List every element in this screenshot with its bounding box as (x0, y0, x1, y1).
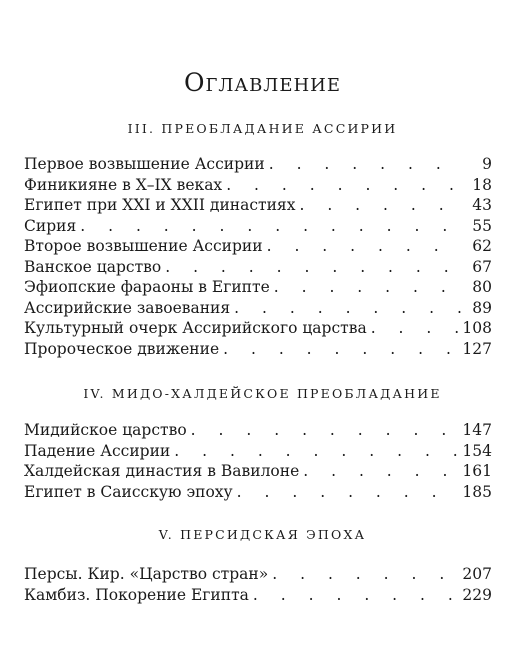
dot-leader (165, 258, 462, 276)
toc-entry[interactable] (24, 196, 492, 217)
toc-entry-title: Финикияне в X–IX веках (24, 175, 223, 194)
toc-entry-title: Мидийское царство (24, 421, 187, 439)
section-heading-iii: III. ПРЕОБЛАДАНИЕ АССИРИИ (127, 121, 398, 136)
toc-entry-title: Сирия (24, 216, 77, 235)
toc-entry-title: Ванское царство (24, 257, 162, 276)
toc-entry[interactable] (24, 237, 492, 258)
toc-page-number: 154 (462, 441, 492, 460)
toc-entry[interactable] (24, 299, 492, 320)
toc-page-number: 147 (462, 421, 492, 439)
toc-page-number: 108 (462, 319, 492, 337)
toc-entry[interactable] (24, 176, 492, 197)
toc-entry[interactable] (24, 217, 492, 238)
toc-entry[interactable] (24, 278, 492, 299)
toc-entry[interactable] (24, 483, 492, 504)
toc-list-iv (24, 421, 492, 503)
toc-page-number: 127 (462, 339, 492, 358)
toc-page-number: 9 (482, 155, 492, 173)
dot-leader (274, 278, 462, 296)
toc-entry-title: Камбиз. Покорение Египта (24, 585, 249, 604)
toc-entry-title: Египет при XXI и XXII династиях (24, 196, 296, 214)
toc-page-number: 80 (472, 278, 492, 296)
dot-leader (269, 155, 462, 173)
dot-leader (174, 442, 458, 460)
dot-leader (299, 196, 462, 214)
toc-entry[interactable] (24, 340, 492, 361)
toc-entry[interactable] (24, 462, 492, 483)
toc-entry[interactable] (24, 258, 492, 279)
toc-entry[interactable] (24, 586, 492, 607)
toc-page-number: 89 (472, 298, 492, 317)
toc-entry-title: Второе возвышение Ассирии (24, 237, 263, 255)
dot-leader (267, 237, 462, 255)
toc-page-number: 43 (472, 196, 492, 214)
toc-page-number: 207 (462, 565, 492, 583)
dot-leader (253, 586, 459, 604)
toc-entry-title: Эфиопские фараоны в Египте (24, 278, 270, 296)
toc-entry-title: Египет в Саисскую эпоху (24, 482, 233, 501)
toc-entry[interactable] (24, 155, 492, 176)
toc-entry[interactable] (24, 319, 492, 340)
dot-leader (226, 176, 462, 194)
toc-entry-title: Культурный очерк Ассирийского царства (24, 319, 367, 337)
dot-leader (303, 462, 458, 480)
page-title: Оглавление (184, 68, 341, 97)
toc-page-number: 18 (472, 175, 492, 194)
toc-entry-title: Персы. Кир. «Царство стран» (24, 565, 269, 583)
toc-page-number: 67 (472, 257, 492, 276)
dot-leader (191, 421, 459, 439)
dot-leader (234, 299, 462, 317)
dot-leader (371, 319, 459, 337)
toc-list-v (24, 565, 492, 606)
toc-page-number: 62 (472, 237, 492, 255)
toc-list-iii (24, 155, 492, 360)
toc-page-number: 185 (462, 482, 492, 501)
toc-entry[interactable] (24, 442, 492, 463)
toc-entry-title: Первое возвышение Ассирии (24, 155, 265, 173)
section-heading-iv: IV. МИДО-ХАЛДЕЙСКОЕ ПРЕОБЛАДАНИЕ (83, 386, 442, 401)
dot-leader (223, 340, 458, 358)
toc-entry[interactable] (24, 421, 492, 442)
dot-leader (272, 565, 458, 583)
toc-entry-title: Халдейская династия в Вавилоне (24, 462, 300, 480)
toc-page-number: 55 (472, 216, 492, 235)
toc-entry-title: Ассирийские завоевания (24, 298, 231, 317)
toc-entry-title: Пророческое движение (24, 339, 220, 358)
section-heading-v: V. ПЕРСИДСКАЯ ЭПОХА (158, 527, 367, 542)
toc-page-number: 229 (462, 585, 492, 604)
toc-entry-title: Падение Ассирии (24, 441, 171, 460)
toc-entry[interactable] (24, 565, 492, 586)
dot-leader (237, 483, 459, 501)
toc-page-number: 161 (462, 462, 492, 480)
dot-leader (80, 217, 462, 235)
